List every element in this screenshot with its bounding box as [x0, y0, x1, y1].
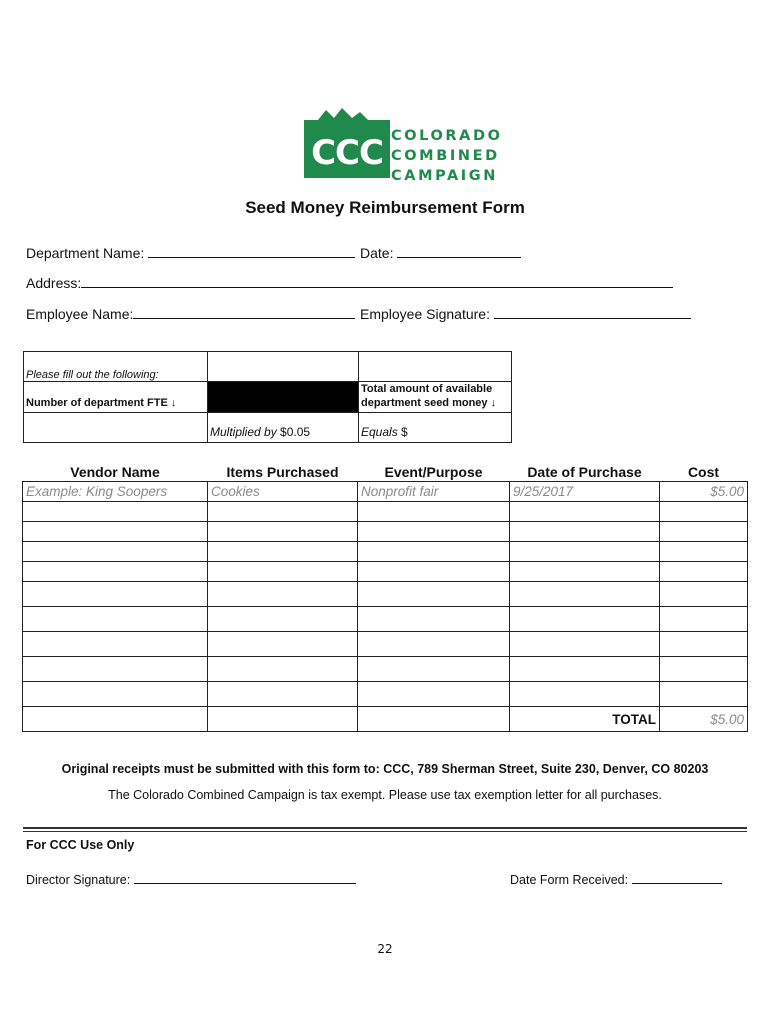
- table-row[interactable]: [23, 657, 748, 682]
- event-cell[interactable]: [358, 682, 510, 707]
- table-row[interactable]: [23, 502, 748, 522]
- cost-cell[interactable]: [660, 542, 748, 562]
- address-label: Address:: [26, 275, 82, 291]
- department-name-line[interactable]: [148, 243, 355, 258]
- vendor-cell[interactable]: [23, 582, 208, 607]
- table-row[interactable]: [23, 542, 748, 562]
- total-row: [23, 707, 748, 732]
- logo-line-2: COMBINED: [391, 148, 500, 164]
- date-received-label: Date Form Received:: [510, 873, 629, 887]
- event-cell[interactable]: [358, 542, 510, 562]
- logo-mark: CCC: [311, 133, 383, 173]
- fte-calculation-box: [23, 351, 512, 443]
- vendor-cell[interactable]: [23, 632, 208, 657]
- vendor-cell[interactable]: [23, 542, 208, 562]
- event-cell[interactable]: [358, 582, 510, 607]
- items-cell[interactable]: [208, 542, 358, 562]
- table-row[interactable]: [23, 682, 748, 707]
- table-row[interactable]: [23, 562, 748, 582]
- page-number: 22: [377, 942, 393, 956]
- form-title: Seed Money Reimbursement Form: [245, 198, 525, 217]
- divider-thin: [23, 831, 747, 832]
- total-blank-1: [23, 707, 208, 732]
- items-cell[interactable]: [208, 632, 358, 657]
- vendor-cell[interactable]: [23, 522, 208, 542]
- divider-thick: [23, 827, 747, 829]
- event-cell[interactable]: [358, 632, 510, 657]
- event-cell[interactable]: [358, 607, 510, 632]
- event-cell[interactable]: [358, 562, 510, 582]
- items-cell[interactable]: [208, 657, 358, 682]
- seed-money-label-2: department seed money ↓: [361, 397, 497, 409]
- total-value: $5.00: [660, 707, 748, 732]
- seed-money-label-cell: [359, 382, 512, 413]
- total-blank-3: [358, 707, 510, 732]
- director-signature-label: Director Signature:: [26, 873, 131, 887]
- cost-cell[interactable]: [660, 607, 748, 632]
- date-cell[interactable]: [510, 542, 660, 562]
- employee-signature-label: Employee Signature:: [360, 306, 490, 322]
- items-cell[interactable]: [208, 502, 358, 522]
- event-cell[interactable]: [358, 522, 510, 542]
- address-line[interactable]: [81, 273, 673, 288]
- vendor-cell[interactable]: [23, 657, 208, 682]
- example-row: [23, 482, 748, 502]
- rate-value: $0.05: [280, 425, 311, 439]
- fill-instruction: Please fill out the following:: [26, 369, 159, 381]
- fte-input-cell[interactable]: [24, 413, 208, 443]
- header-cost: Cost: [687, 463, 720, 480]
- fte-label-cell: [24, 382, 208, 413]
- employee-signature-field[interactable]: [360, 304, 691, 322]
- fte-label: Number of department FTE ↓: [26, 397, 177, 409]
- director-signature-field[interactable]: [26, 870, 356, 887]
- table-row[interactable]: [23, 607, 748, 632]
- multiplied-cell: [208, 413, 359, 443]
- event-cell[interactable]: [358, 502, 510, 522]
- address-field[interactable]: [26, 273, 673, 291]
- date-cell[interactable]: [510, 632, 660, 657]
- blank-cell-top-right: [359, 352, 512, 382]
- date-cell[interactable]: [510, 682, 660, 707]
- total-blank-2: [208, 707, 358, 732]
- date-label: Date:: [360, 245, 394, 261]
- blacked-out-cell: [208, 382, 359, 413]
- example-cost: $5.00: [660, 482, 748, 502]
- header-items-purchased: Items Purchased: [226, 463, 339, 480]
- date-cell[interactable]: [510, 502, 660, 522]
- date-cell[interactable]: [510, 582, 660, 607]
- header-event-purpose: Event/Purpose: [384, 463, 483, 480]
- seed-money-label-1: Total amount of available: [361, 383, 493, 395]
- date-field[interactable]: [360, 243, 521, 261]
- cost-cell[interactable]: [660, 657, 748, 682]
- items-cell[interactable]: [208, 562, 358, 582]
- header-vendor-name: Vendor Name: [70, 463, 160, 480]
- cost-cell[interactable]: [660, 502, 748, 522]
- cost-cell[interactable]: [660, 582, 748, 607]
- department-name-field[interactable]: [26, 243, 355, 261]
- logo-line-1: COLORADO: [391, 128, 503, 144]
- date-cell[interactable]: [510, 657, 660, 682]
- date-cell[interactable]: [510, 562, 660, 582]
- cost-cell[interactable]: [660, 682, 748, 707]
- table-row[interactable]: [23, 632, 748, 657]
- items-cell[interactable]: [208, 582, 358, 607]
- date-line[interactable]: [397, 243, 521, 258]
- tax-exempt-note: The Colorado Combined Campaign is tax exempt. Please use tax exemption letter for all purchases.: [108, 788, 662, 802]
- purchases-table: [22, 462, 748, 732]
- employee-signature-line[interactable]: [494, 304, 691, 319]
- date-cell[interactable]: [510, 607, 660, 632]
- dollar-sign: $: [401, 425, 408, 439]
- receipts-note: Original receipts must be submitted with this form to: CCC, 789 Sherman Street, Suite 230, Denver, CO 80203: [61, 762, 709, 776]
- equals-label: Equals: [361, 425, 398, 439]
- cost-cell[interactable]: [660, 632, 748, 657]
- event-cell[interactable]: [358, 657, 510, 682]
- items-cell[interactable]: [208, 522, 358, 542]
- example-vendor: Example: King Soopers: [23, 482, 208, 502]
- items-cell[interactable]: [208, 607, 358, 632]
- blank-cell-top-middle: [208, 352, 359, 382]
- vendor-cell[interactable]: [23, 607, 208, 632]
- example-date: 9/25/2017: [510, 482, 660, 502]
- vendor-cell[interactable]: [23, 502, 208, 522]
- example-items: Cookies: [208, 482, 358, 502]
- fill-instruction-cell: [24, 352, 208, 382]
- date-cell[interactable]: [510, 522, 660, 542]
- cost-cell[interactable]: [660, 562, 748, 582]
- logo-wordmark: [391, 126, 503, 186]
- header-date-of-purchase: Date of Purchase: [527, 463, 642, 480]
- vendor-cell[interactable]: [23, 682, 208, 707]
- employee-name-label: Employee Name:: [26, 306, 134, 322]
- table-row[interactable]: [23, 582, 748, 607]
- logo-line-3: CAMPAIGN: [391, 168, 499, 184]
- total-label: TOTAL: [510, 707, 660, 732]
- employee-name-field[interactable]: [26, 304, 355, 322]
- example-event: Nonprofit fair: [358, 482, 510, 502]
- cost-cell[interactable]: [660, 522, 748, 542]
- multiplied-by-label: Multiplied by: [210, 425, 277, 439]
- date-received-line[interactable]: [632, 870, 722, 884]
- items-cell[interactable]: [208, 682, 358, 707]
- department-name-label: Department Name:: [26, 245, 145, 261]
- employee-name-line[interactable]: [133, 304, 355, 319]
- date-received-field[interactable]: [510, 870, 722, 887]
- equals-cell[interactable]: [359, 413, 512, 443]
- director-signature-line[interactable]: [134, 870, 356, 884]
- vendor-cell[interactable]: [23, 562, 208, 582]
- table-row[interactable]: [23, 522, 748, 542]
- ccc-use-only-heading: For CCC Use Only: [26, 838, 135, 852]
